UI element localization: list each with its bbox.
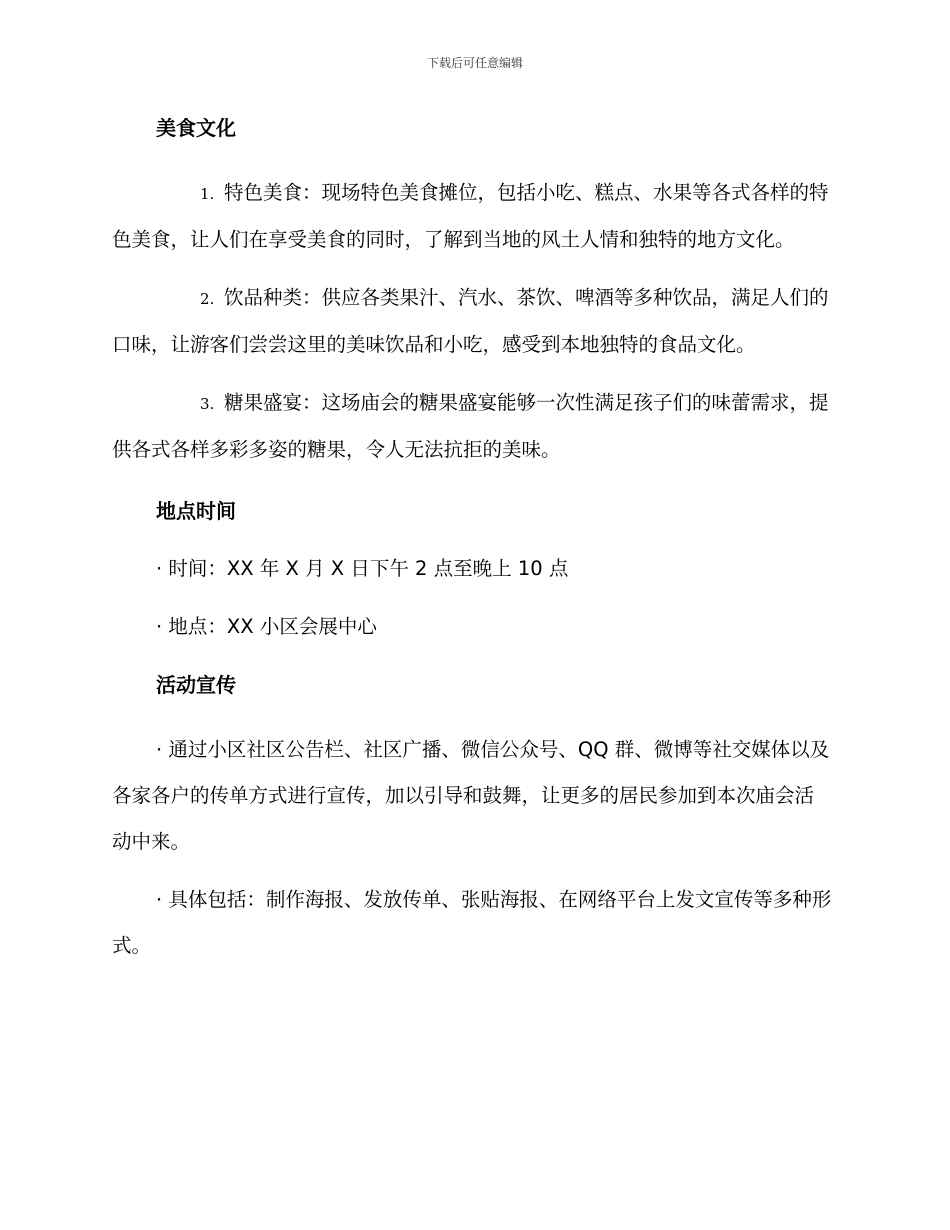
document-body (112, 112, 832, 981)
list-text-1: 特色美食：现场特色美食摊位，包括小吃、糕点、水果等各式各样的特色美食，让人们在享受美食的同时，了解到当地的风土人情和独特的地方文化。 (112, 181, 829, 251)
event-time: · 时间：XX 年 X 月 X 日下午 2 点至晚上 10 点 (156, 557, 569, 580)
list-number-3: 3. (200, 395, 215, 413)
section-title-food: 美食文化 (156, 116, 236, 140)
list-item-1 (112, 170, 832, 263)
section-title-promo: 活动宣传 (156, 673, 236, 697)
list-item-3 (112, 380, 832, 473)
list-number-1: 1. (200, 185, 215, 203)
list-number-2: 2. (200, 290, 215, 308)
event-place: · 地点：XX 小区会展中心 (156, 615, 377, 638)
list-item-2 (112, 275, 832, 368)
section-title-place-time: 地点时间 (156, 499, 236, 523)
page-header: 下载后可任意编辑 (426, 56, 523, 70)
promo-paragraph-1: · 通过小区社区公告栏、社区广播、微信公众号、QQ 群、微博等社交媒体以及各家各户的传单方式进行宣传，加以引导和鼓舞，让更多的居民参加到本次庙会活动中来。 (112, 738, 830, 853)
list-text-2: 饮品种类：供应各类果汁、汽水、茶饮、啤酒等多种饮品，满足人们的口味，让游客们尝尝这里的美味饮品和小吃，感受到本地独特的食品文化。 (112, 286, 829, 356)
promo-paragraph-2: · 具体包括：制作海报、发放传单、张贴海报、在网络平台上发文宣传等多种形式。 (112, 888, 832, 957)
list-text-3: 糖果盛宴：这场庙会的糖果盛宴能够一次性满足孩子们的味蕾需求，提供各式各样多彩多姿的糖果，令人无法抗拒的美味。 (112, 391, 829, 461)
